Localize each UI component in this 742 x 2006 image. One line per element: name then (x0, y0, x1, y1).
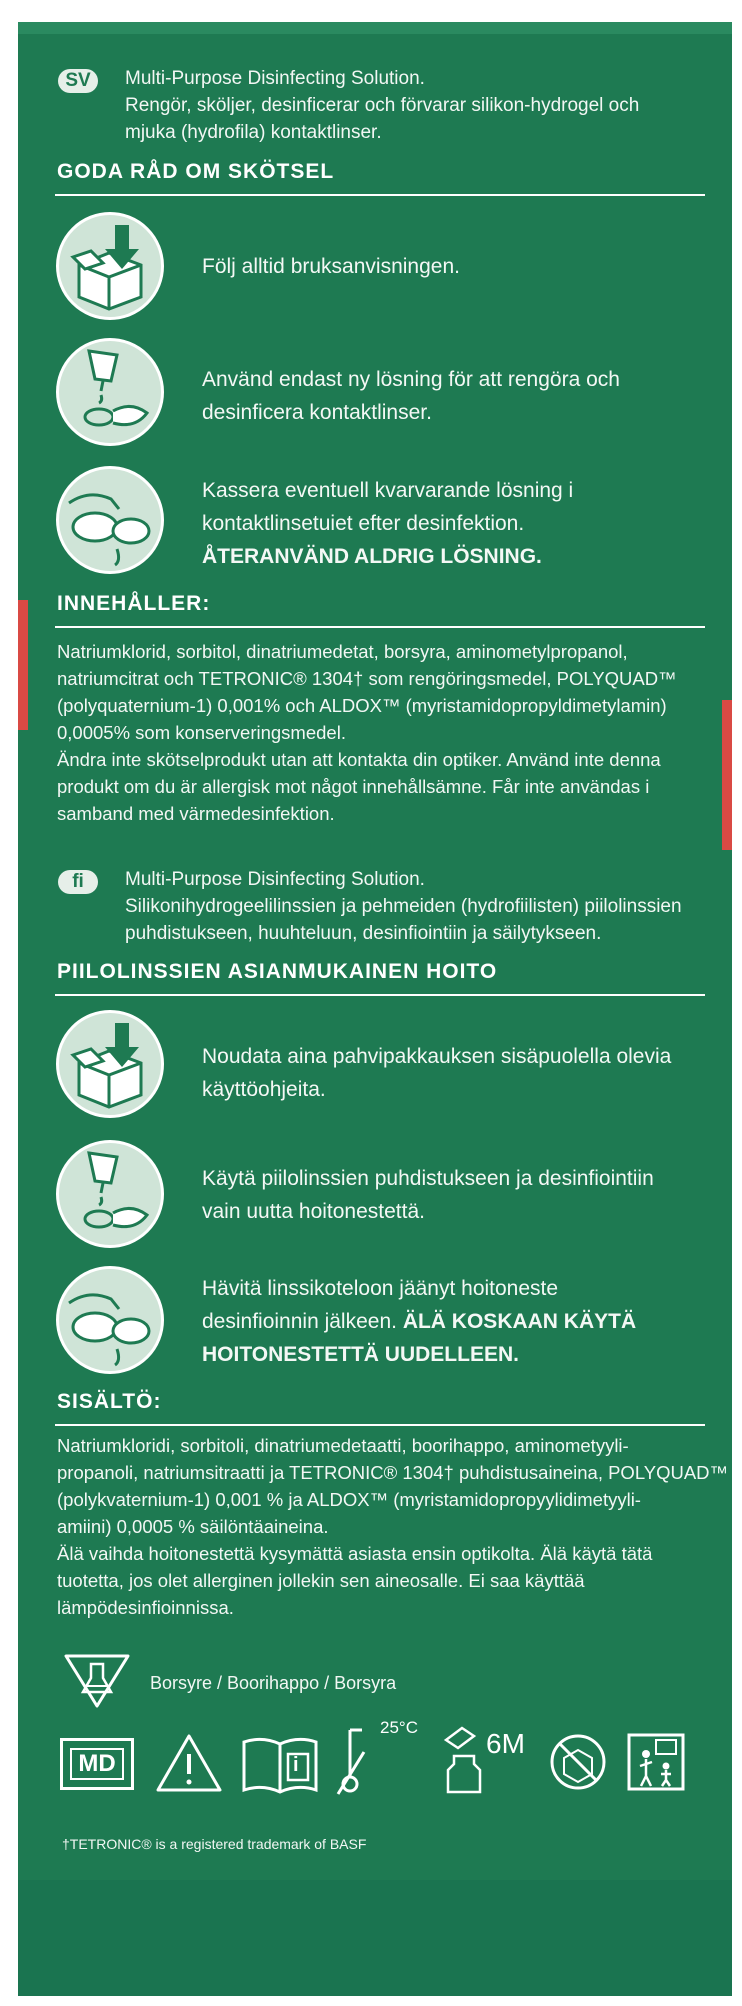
contents-sv-line5: Ändra inte skötselprodukt utan att kontakta din optiker. Använd inte denna (57, 749, 661, 770)
step-fi-2-line2: vain uutta hoitonestettä. (202, 1200, 425, 1223)
contents-fi-line7: lämpödesinfioinnissa. (57, 1597, 234, 1618)
step-sv-3-line2: kontaktlinsetuiet efter desinfektion. (202, 512, 525, 535)
contents-sv-line3: (polyquaternium-1) 0,001% och ALDOX™ (myristamidopropyldimetylamin) (57, 695, 667, 716)
discard-solution-icon (56, 466, 164, 574)
step-sv-1-line1: Följ alltid bruksanvisningen. (202, 255, 460, 278)
contents-sv-line7: samband med värmedesinfektion. (57, 803, 335, 824)
intro-fi-line3: puhdistukseen, huuhteluun, desinfiointiin ja säilytykseen. (125, 923, 602, 944)
contents-heading-fi: SISÄLTÖ: (57, 1390, 162, 1413)
boric-acid-label: Borsyre / Boorihappo / Borsyra (150, 1673, 397, 1693)
instructions-box-icon-fi (56, 1010, 164, 1118)
contents-sv-line1: Natriumklorid, sorbitol, dinatriumedetat, borsyra, aminometylpropanol, (57, 641, 628, 662)
step-fi-1-line1: Noudata aina pahvipakkauksen sisäpuolella olevia (202, 1045, 672, 1068)
contents-fi-line6: tuotetta, jos olet allerginen jollekin sen aineosalle. Ei saa käyttää (57, 1570, 585, 1591)
intro-sv-line2: Rengör, sköljer, desinficerar och förvarar silikon-hydrogel och (125, 95, 640, 116)
medical-device-label: MD (70, 1748, 123, 1780)
step-fi-3-line1: Hävitä linssikoteloon jäänyt hoitoneste (202, 1277, 559, 1300)
contents-fi-line1: Natriumkloridi, sorbitoli, dinatriumedetaatti, boorihappo, aminometyyli- (57, 1435, 629, 1456)
intro-fi-line1: Multi-Purpose Disinfecting Solution. (125, 869, 425, 890)
caution-icon (154, 1732, 224, 1799)
care-heading-sv: GODA RÅD OM SKÖTSEL (57, 160, 335, 183)
contents-fi-line3: (polykvaternium-1) 0,001 % ja ALDOX™ (myristamidopropyylidimetyyli- (57, 1489, 641, 1510)
divider-sv-care (55, 194, 705, 196)
instructions-box-icon (56, 212, 164, 320)
fresh-solution-icon (56, 338, 164, 446)
step-fi-3-line2 (202, 1305, 636, 1338)
step-sv-3-warning (202, 540, 542, 573)
boric-acid-warning-icon (62, 1650, 132, 1715)
step-fi-3-warning (202, 1338, 519, 1371)
package-bottom-band (18, 1880, 732, 1996)
step-fi-2-line1: Käytä piilolinssien puhdistukseen ja desinfiointiin (202, 1167, 654, 1190)
keep-out-of-reach-of-children-icon (626, 1732, 686, 1797)
contents-sv-line6: produkt om du är allergisk mot något innehållsämne. Får inte användas i (57, 776, 650, 797)
step-fi-3-line2-bold: ÄLÄ KOSKAAN KÄYTÄ (402, 1310, 637, 1333)
step-sv-2-line2: desinficera kontaktlinser. (202, 401, 432, 424)
step-fi-1-line2: käyttöohjeita. (202, 1078, 326, 1101)
temperature-label: 25°C (380, 1718, 418, 1737)
red-side-stripe-right (722, 700, 732, 850)
contents-sv-line2: natriumcitrat och TETRONIC® 1304† som rengöringsmedel, POLYQUAD™ (57, 668, 677, 689)
language-badge-fi: fi (58, 870, 98, 894)
package-top-edge (18, 22, 732, 34)
open-jar-icon (440, 1722, 490, 1801)
step-fi-3-line2-text: desinfioinnin jälkeen. (202, 1310, 397, 1333)
step-fi-3-line3: HOITONESTETTÄ UUDELLEEN. (202, 1343, 519, 1366)
contents-fi-line2: propanoli, natriumsitraatti ja TETRONIC® 1304† puhdistusaineina, POLYQUAD™ (57, 1462, 729, 1483)
medical-device-icon (60, 1738, 134, 1790)
step-sv-3-line3: ÅTERANVÄND ALDRIG LÖSNING. (202, 545, 542, 568)
contents-fi-line5: Älä vaihda hoitonestettä kysymättä asiasta ensin optikolta. Älä käytä tätä (57, 1543, 653, 1564)
intro-sv-line3: mjuka (hydrofila) kontaktlinser. (125, 122, 382, 143)
consult-instructions-icon (240, 1736, 320, 1799)
contents-fi-line4: amiini) 0,0005 % säilöntäaineina. (57, 1516, 329, 1537)
contents-sv-line4: 0,0005% som konserveringsmedel. (57, 722, 346, 743)
divider-fi-care (55, 994, 705, 996)
discard-solution-icon-fi (56, 1266, 164, 1374)
temperature-limit-icon (334, 1722, 384, 1803)
intro-fi-line2: Silikonihydrogeelilinssien ja pehmeiden (hydrofiilisten) piilolinssien (125, 896, 682, 917)
care-heading-fi: PIILOLINSSIEN ASIANMUKAINEN HOITO (57, 960, 498, 983)
info-label: i (293, 1754, 299, 1776)
step-sv-2-line1: Använd endast ny lösning för att rengöra och (202, 368, 620, 391)
fresh-solution-icon-fi (56, 1140, 164, 1248)
do-not-use-damaged-package-icon (548, 1732, 608, 1797)
divider-fi-contents (55, 1424, 705, 1426)
period-after-opening-label: 6M (486, 1728, 525, 1759)
contents-heading-sv: INNEHÅLLER: (57, 592, 211, 615)
red-side-stripe-left (18, 600, 28, 730)
language-badge-sv: SV (58, 69, 98, 93)
divider-sv-contents (55, 626, 705, 628)
trademark-footnote: †TETRONIC® is a registered trademark of BASF (62, 1836, 367, 1852)
intro-sv-line1: Multi-Purpose Disinfecting Solution. (125, 68, 425, 89)
step-sv-3-line1: Kassera eventuell kvarvarande lösning i (202, 479, 574, 502)
